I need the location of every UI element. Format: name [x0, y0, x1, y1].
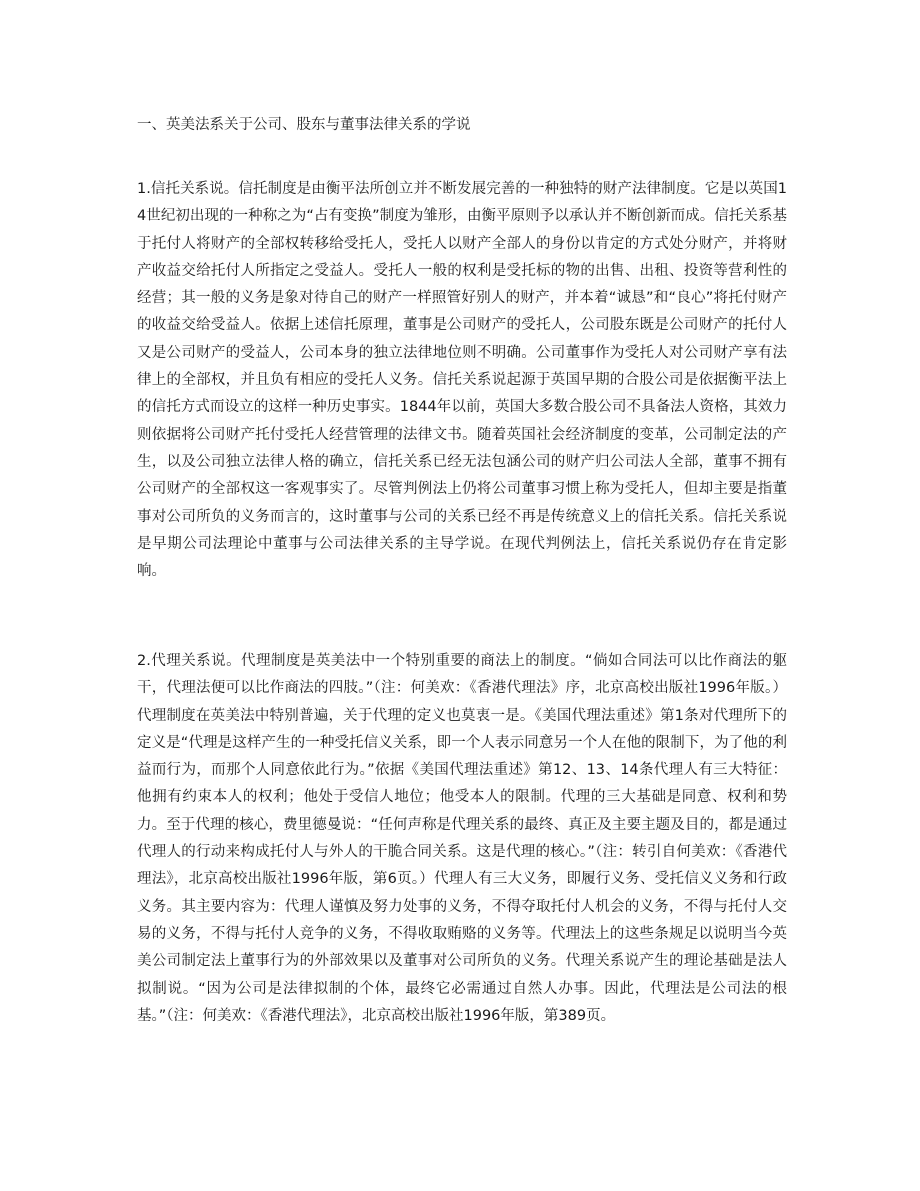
paragraph-agency-relationship: 2.代理关系说。代理制度是英美法中一个特别重要的商法上的制度。“倘如合同法可以比作商法的躯干，代理法便可以比作商法的四肢。”（注：何美欢：《香港代理法》序，北京高校出版社1996年版。）代理制度在英美法中特别普遍，关于代理的定义也莫衷一是。《美国代理法重述》第1条对代理所下的定义是“代理是这样产生的一种受托信义关系，即一个人表示同意另一个人在他的限制下，为了他的利益而行为，而那个人同意依此行为。”依据《美国代理法重述》第12、13、14条代理人有三大特征：他拥有约束本人的权利；他处于受信人地位；他受本人的限制。代理的三大基础是同意、权利和势力。至于代理的核心，费里德曼说：“任何声称是代理关系的最终、真正及主要主题及目的，都是通过代理人的行动来构成托付人与外人的干脆合同关系。这是代理的核心。”（注：转引自何美欢：《香港代理法》，北京高校出版社1996年版，第6页。）代理人有三大义务，即履行义务、受托信义义务和行政义务。其主要内容为：代理人谨慎及努力处事的义务，不得夺取托付人机会的义务，不得与托付人交易的义务，不得与托付人竞争的义务，不得收取贿赂的义务等。代理法上的这些条规足以说明当今英美公司制定法上董事行为的外部效果以及董事对公司所负的义务。代理关系说产生的理论基础是法人拟制说。“因为公司是法律拟制的个体，最终它必需通过自然人办事。因此，代理法是公司法的根基。”（注：何美欢：《香港代理法》，北京高校出版社1996年版，第389页。 [137, 653, 787, 1024]
section-heading: 一、英美法系关于公司、股东与董事法律关系的学说 [137, 117, 471, 133]
paragraph-trust-relationship: 1.信托关系说。信托制度是由衡平法所创立并不断发展完善的一种独特的财产法律制度。它是以英国14世纪初出现的一种称之为“占有变换”制度为雏形，由衡平原则予以承认并不断创新而成。信托关系基于托付人将财产的全部权转移给受托人，受托人以财产全部人的身份以肯定的方式处分财产，并将财产收益交给托付人所指定之受益人。受托人一般的权利是受托标的物的出售、出租、投资等营利性的经营；其一般的义务是象对待自己的财产一样照管好别人的财产，并本着“诚恳”和“良心”将托付财产的收益交给受益人。依据上述信托原理，董事是公司财产的受托人，公司股东既是公司财产的托付人又是公司财产的受益人，公司本身的独立法律地位则不明确。公司董事作为受托人对公司财产享有法律上的全部权，并且负有相应的受托人义务。信托关系说起源于英国早期的合股公司是依据衡平法上的信托方式而设立的这样一种历史事实。1844年以前，英国大多数合股公司不具备法人资格，其效力则依据将公司财产托付受托人经营管理的法律文书。随着英国社会经济制度的变革，公司制定法的产生，以及公司独立法律人格的确立，信托关系已经无法包涵公司的财产归公司法人全部，董事不拥有公司财产的全部权这一客观事实了。尽管判例法上仍将公司董事习惯上称为受托人，但却主要是指董事对公司所负的义务而言的，这时董事与公司的关系已经不再是传统意义上的信托关系。信托关系说是早期公司法理论中董事与公司法律关系的主导学说。在现代判例法上，信托关系说仍存在肯定影响。 [137, 181, 787, 580]
